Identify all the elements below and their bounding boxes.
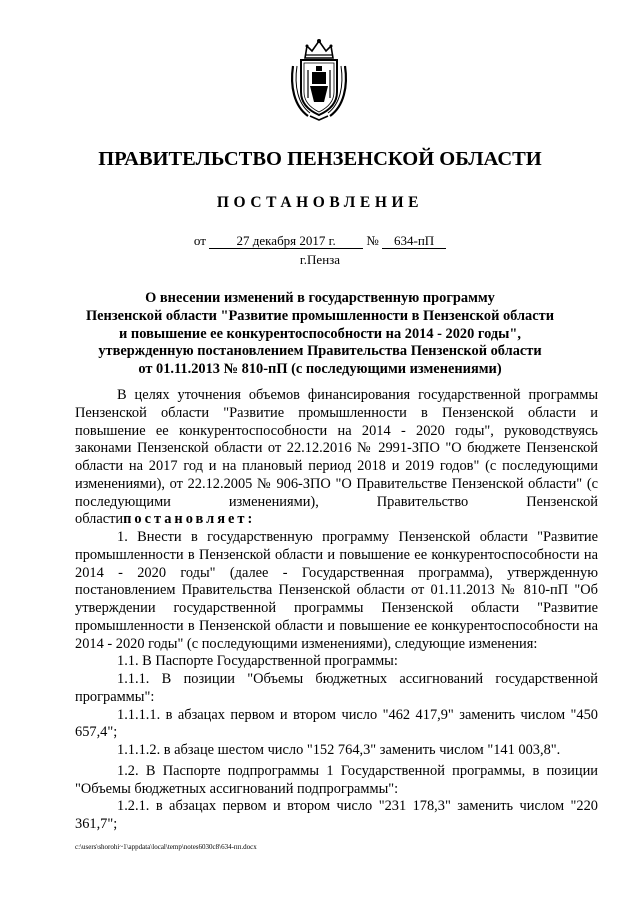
document-date: 27 декабря 2017 г. — [209, 234, 363, 249]
document-title — [80, 290, 560, 379]
coat-of-arms-emblem — [288, 36, 350, 122]
intro-text: В целях уточнения объемов финансирования государственной программы Пензенской области "Развитие промышленности в Пензенской области и повышение ее конкурентоспособности на 2014 - 2020 годы", руководствуясь законами Пензенской области от 22.12.2016 № 2991-ЗПО "О бюджете Пензенской области на 2017 год и на плановый период 2018 и 2019 годов" (с последующими изменениями), от 22.12.2005 № 906-ЗПО "О Правительстве Пензенской области" (с последующими изменениями), Правительство Пензенской области — [75, 387, 598, 528]
government-name-heading: ПРАВИТЕЛЬСТВО ПЕНЗЕНСКОЙ ОБЛАСТИ — [98, 148, 542, 170]
document-type-heading: ПОСТАНОВЛЕНИЕ — [216, 194, 424, 211]
file-path-footer: c:\users\shorohi~1\appdata\local\temp\notes6030c8\634-пп.docx — [75, 843, 257, 851]
paragraph-1: 1. Внести в государственную программу Пензенской области "Развитие промышленности в Пензенской области и повышение ее конкурентоспособности на 2014 - 2020 годы" (далее - Государственная программа), утвержденную постановлением Правительства Пензенской области от 01.11.2013 № 810-пП "Об утверждении государственной программы Пензенской области "Развитие промышленности в Пензенской области и повышение ее конкурентоспособности на 2014 - 2020 годы" (с последующими изменениями), следующие изменения: — [75, 529, 598, 652]
paragraph-1-1-1-2: 1.1.1.2. в абзаце шестом число "152 764,3" заменить числом "141 003,8". — [117, 742, 561, 758]
penza-region-coat-of-arms-icon — [288, 36, 350, 122]
title-line: Пензенской области "Развитие промышленности в Пензенской области — [85, 307, 555, 324]
title-line: и повышение ее конкурентоспособности на 2014 - 2020 годы", — [119, 325, 521, 342]
paragraph-1-1-1: 1.1.1. В позиции "Объемы бюджетных ассигнований государственной программы": — [75, 671, 598, 705]
resolves-word: постановляет: — [123, 511, 256, 528]
from-label: от — [193, 233, 206, 248]
number-label: № — [366, 233, 379, 248]
document-date-line — [0, 233, 640, 249]
paragraph-1-1: 1.1. В Паспорте Государственной программы: — [117, 653, 398, 670]
document-number: 634-пП — [382, 234, 446, 249]
intro-paragraph — [75, 387, 598, 529]
paragraph-1-2: 1.2. В Паспорте подпрограммы 1 Государственной программы, в позиции "Объемы бюджетных ассигнований подпрограммы": — [75, 762, 598, 797]
title-line: О внесении изменений в государственную программу — [145, 290, 495, 306]
paragraph-1-2-1: 1.2.1. в абзацах первом и втором число "231 178,3" заменить числом "220 361,7"; — [75, 798, 598, 832]
paragraph-1-1-1-1: 1.1.1.1. в абзацах первом и втором число "462 417,9" заменить числом "450 657,4"; — [75, 706, 598, 741]
city-name: г.Пенза — [299, 252, 341, 267]
document-body — [75, 387, 598, 834]
title-line: утвержденную постановлением Правительства Пензенской области — [98, 343, 542, 360]
title-line: от 01.11.2013 № 810-пП (с последующими изменениями) — [138, 361, 502, 378]
